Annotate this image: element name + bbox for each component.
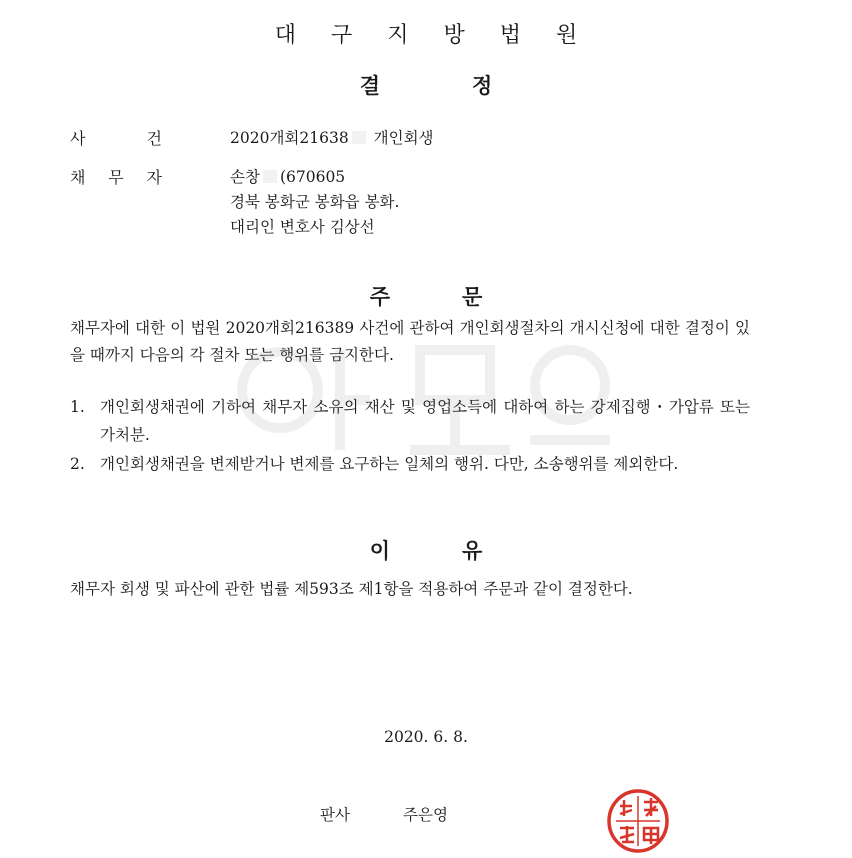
- label-char: 자: [146, 168, 162, 187]
- court-name: 대 구 지 방 법 원: [274, 23, 592, 48]
- title-char: 결: [359, 74, 380, 98]
- judge-seal-icon: [606, 788, 670, 854]
- heading-char: 이: [369, 539, 390, 563]
- debtor-agent: 대리인 변호사 김상선: [230, 218, 375, 236]
- order-text: 채무자에 대한 이 법원 2020개회216389 사건에 관하여 개인회생절차의 개시신청에 대한 결정이 있을 때까지 다음의 각 절차 또는 행위를 금지한다.: [70, 319, 750, 364]
- debtor-name-line: [230, 165, 345, 187]
- judge-title: 판사: [320, 806, 350, 824]
- label-char: 채: [70, 168, 86, 187]
- item-number: 2.: [70, 455, 85, 473]
- redaction-mark: [263, 170, 277, 183]
- reason-heading: [0, 535, 852, 565]
- label-char: 무: [108, 168, 124, 187]
- case-value: [230, 126, 434, 148]
- case-label: [70, 126, 162, 149]
- case-number: 2020개회21638: [230, 129, 349, 147]
- heading-char: 주: [369, 285, 390, 309]
- label-char: 사: [70, 129, 86, 148]
- heading-char: 유: [462, 539, 483, 563]
- decision-date: 2020. 6. 8.: [384, 728, 468, 746]
- item-text: 개인회생채권에 기하여 채무자 소유의 재산 및 영업소득에 대하여 하는 강제집행・가압류 또는 가처분.: [100, 398, 750, 444]
- judge-name: 주은영: [403, 806, 448, 824]
- label-char: 건: [146, 129, 162, 148]
- debtor-name: 손창: [230, 168, 260, 186]
- reason-text: 채무자 회생 및 파산에 관한 법률 제593조 제1항을 적용하여 주문과 같이 결정한다.: [70, 580, 633, 598]
- order-item: [70, 393, 750, 449]
- title-char: 정: [472, 74, 493, 98]
- redaction-mark: [352, 131, 366, 144]
- debtor-address: 경북 봉화군 봉화읍 봉화.: [230, 193, 400, 211]
- document-title: [0, 70, 852, 100]
- case-type: 개인회생: [373, 129, 434, 147]
- item-text: 개인회생채권을 변제받거나 변제를 요구하는 일체의 행위. 다만, 소송행위를 제외한다.: [100, 455, 679, 473]
- debtor-id: (670605: [279, 168, 346, 186]
- order-heading: [0, 281, 852, 311]
- item-number: 1.: [70, 398, 85, 416]
- order-item: [70, 450, 750, 478]
- debtor-label: [70, 165, 162, 188]
- heading-char: 문: [462, 285, 483, 309]
